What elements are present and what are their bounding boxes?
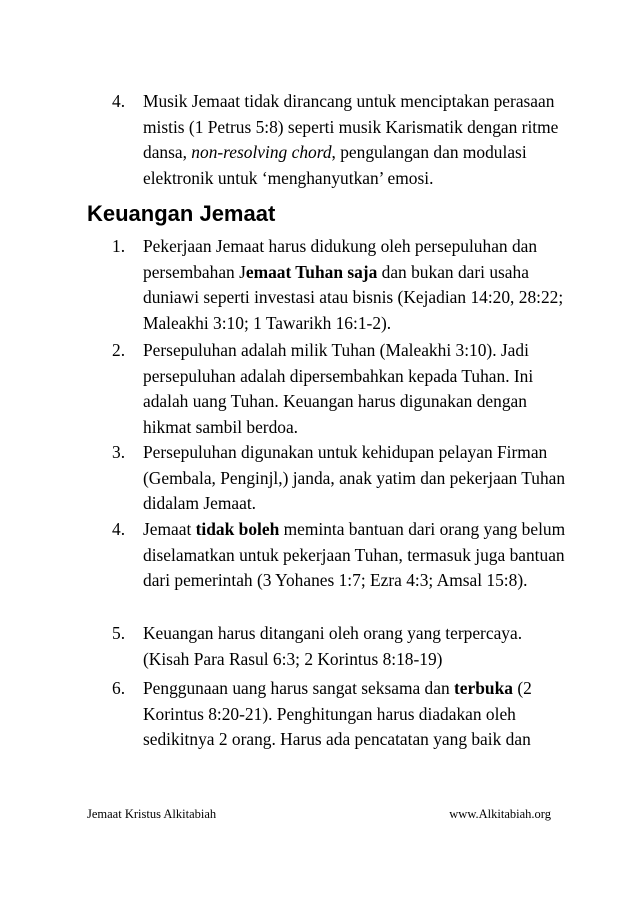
list-item-text: Jemaat tidak boleh meminta bantuan dari orang yang belum diselamatkan untuk pekerjaan Tuhan, termasuk juga bantuan dari pemerintah (3 Yohanes 1:7; Ezra 4:3; Amsal 15:8). — [143, 519, 566, 590]
footer-right: www.Alkitabiah.org — [449, 807, 551, 821]
list-item-number: 1. — [112, 236, 126, 256]
list-item-number: 3. — [112, 442, 126, 462]
list-item-text: Pekerjaan Jemaat harus didukung oleh persepuluhan dan persembahan Jemaat Tuhan saja dan bukan dari usaha duniawi seperti investasi atau bisnis (Kejadian 14:20, 28:22; Maleakhi 3:10; 1 Tawarikh 16:1-2). — [143, 236, 564, 333]
emphasis-italic: non-resolving chord — [191, 142, 332, 162]
finance-list-item-1 — [112, 234, 572, 336]
section-heading: Keuangan Jemaat — [87, 201, 276, 226]
finance-list-item-3 — [112, 440, 572, 517]
list-item-number: 2. — [112, 340, 126, 360]
list-item-text: Persepuluhan adalah milik Tuhan (Maleakhi 3:10). Jadi persepuluhan adalah dipersembahkan kepada Tuhan. Ini adalah uang Tuhan. Keuangan harus digunakan dengan hikmat sambil berdoa. — [143, 340, 534, 437]
list-item-text: Penggunaan uang harus sangat seksama dan terbuka (2 Korintus 8:20-21). Penghitungan harus diadakan oleh sedikitnya 2 orang. Harus ada pencatatan yang baik dan — [143, 678, 532, 749]
emphasis-bold: emaat Tuhan saja — [245, 261, 378, 282]
list-item-number: 4. — [112, 91, 126, 111]
emphasis-bold: tidak boleh — [195, 519, 280, 539]
list-item-text: Persepuluhan digunakan untuk kehidupan pelayan Firman (Gembala, Penginjl,) janda, anak yatim dan pekerjaan Tuhan didalam Jemaat. — [143, 442, 566, 513]
list-item-text: Keuangan harus ditangani oleh orang yang terpercaya. (Kisah Para Rasul 6:3; 2 Korintus 8:18-19) — [143, 623, 523, 669]
list-item-number: 4. — [112, 519, 126, 539]
finance-list-item-2 — [112, 338, 572, 440]
list-item-text: Musik Jemaat tidak dirancang untuk menciptakan perasaan mistis (1 Petrus 5:8) seperti musik Karismatik dengan ritme dansa, non-resolving chord, pengulangan dan modulasi elektronik untuk ‘menghanyutkan’ emosi. — [143, 91, 559, 188]
finance-list-item-5 — [112, 621, 572, 672]
list-item-number: 6. — [112, 678, 126, 698]
footer-left: Jemaat Kristus Alkitabiah — [87, 807, 217, 821]
music-list-item-4 — [112, 89, 572, 191]
list-item-number: 5. — [112, 623, 126, 643]
finance-list-item-6 — [112, 676, 572, 753]
finance-list-item-4 — [112, 517, 572, 594]
emphasis-bold: terbuka — [454, 678, 513, 698]
